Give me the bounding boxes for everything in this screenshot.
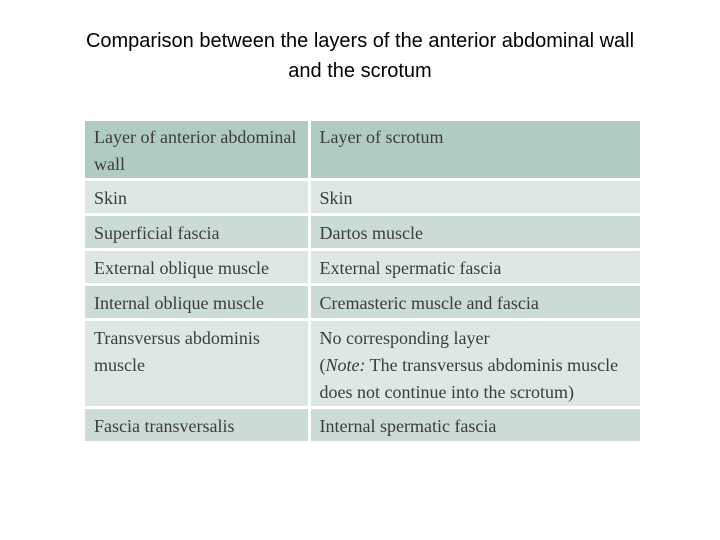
note-text: The transversus abdominis muscle does not continue into the scrotum) — [319, 355, 619, 402]
note-open-paren: ( — [319, 355, 326, 375]
table-row — [85, 320, 640, 408]
scrotum-layer-cell: External spermatic fascia — [309, 250, 640, 285]
scrotum-layer-cell: Internal spermatic fascia — [309, 408, 640, 443]
scrotum-layer-cell — [309, 320, 640, 408]
scrotum-layer-cell: Dartos muscle — [309, 215, 640, 250]
table-row — [85, 408, 640, 443]
layers-comparison-table — [85, 121, 640, 444]
scrotum-layer-text: No corresponding layer — [319, 328, 490, 348]
scrotum-layer-cell: Skin — [309, 180, 640, 215]
wall-layer-cell: Skin — [85, 180, 309, 215]
table-header-row — [85, 121, 640, 180]
table-row — [85, 180, 640, 215]
wall-layer-cell: External oblique muscle — [85, 250, 309, 285]
wall-layer-cell: Internal oblique muscle — [85, 285, 309, 320]
table-row — [85, 215, 640, 250]
slide-title — [20, 26, 700, 86]
slide-title-line-1: Comparison between the layers of the anterior abdominal wall — [85, 30, 635, 52]
wall-layer-cell: Fascia transversalis — [85, 408, 309, 443]
wall-layer-cell: Transversus abdominis muscle — [85, 320, 309, 408]
header-scrotum: Layer of scrotum — [309, 121, 640, 180]
slide-title-line-2: and the scrotum — [288, 60, 432, 82]
header-abdominal-wall: Layer of anterior abdominal wall — [85, 121, 309, 180]
table-row — [85, 250, 640, 285]
wall-layer-cell: Superficial fascia — [85, 215, 309, 250]
table-row — [85, 285, 640, 320]
note-label: Note: — [325, 355, 366, 375]
scrotum-layer-cell: Cremasteric muscle and fascia — [309, 285, 640, 320]
